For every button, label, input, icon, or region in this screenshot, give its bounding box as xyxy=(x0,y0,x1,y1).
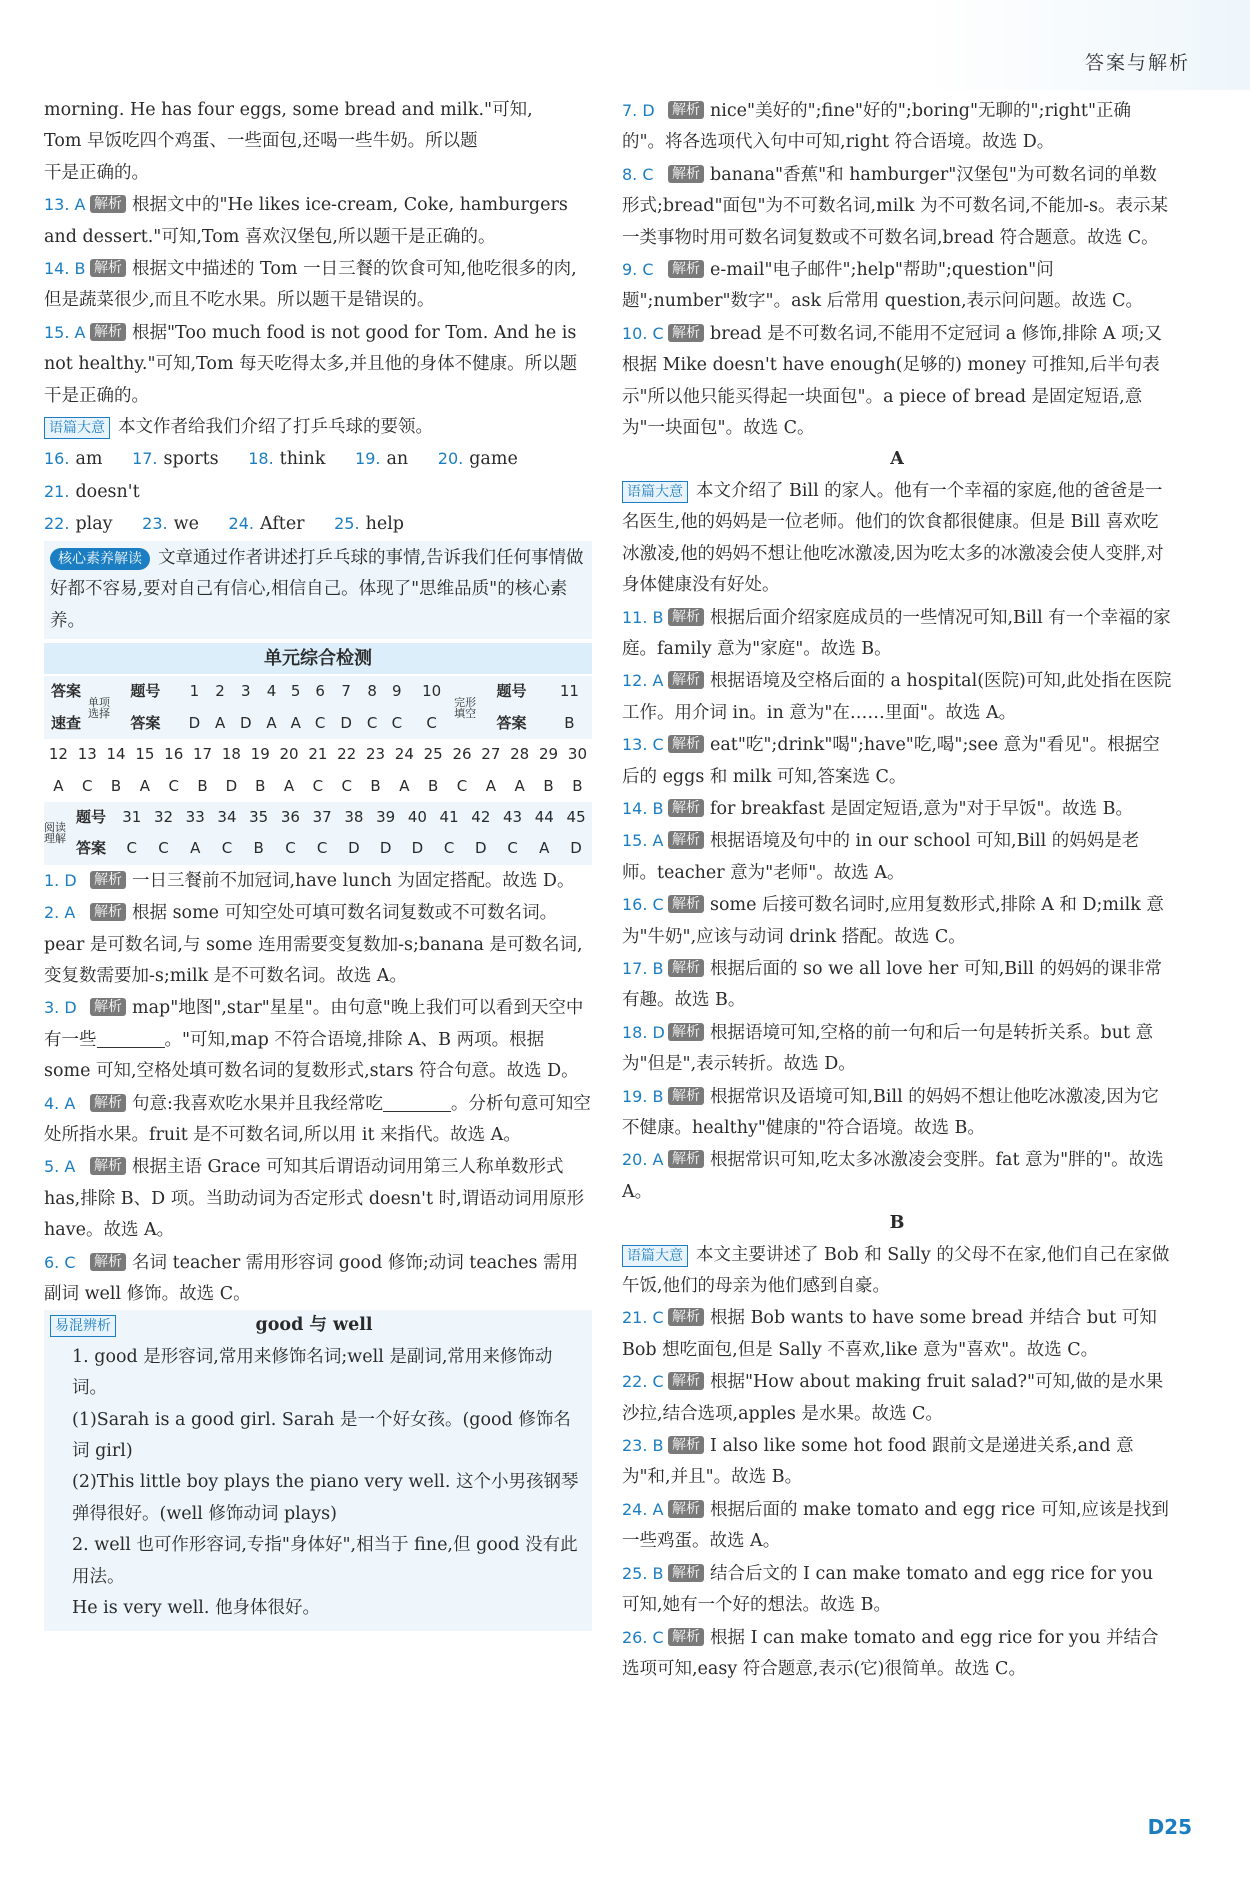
answer-text: eat"吃";drink"喝";have"吃,喝";see 意为"看见"。根据空后的 eggs 和 milk 可知,答案选 C。 xyxy=(622,735,1160,787)
table-cell: B xyxy=(547,708,592,739)
analysis-tag: 解析 xyxy=(90,1253,126,1271)
analysis-tag: 解析 xyxy=(668,1308,704,1326)
table-row xyxy=(44,833,592,864)
fill-num: 17. xyxy=(132,449,158,469)
unit-test-title: 单元综合检测 xyxy=(44,643,592,674)
table-cell: 33 xyxy=(179,802,211,833)
confusion-para: (2)This little boy plays the piano very well. 这个小男孩钢琴弹得很好。(well 修饰动词 plays) xyxy=(72,1472,579,1524)
question-number: 19. B xyxy=(622,1086,664,1106)
table-cell: C xyxy=(275,833,307,864)
answer-text: 根据后面介绍家庭成员的一些情况可知,Bill 有一个幸福的家庭。family 意为"家庭"。故选 B。 xyxy=(622,607,1171,659)
header-decoration xyxy=(920,0,1250,90)
table-cell: 20 xyxy=(279,745,299,764)
analysis-tag: 解析 xyxy=(668,831,704,849)
table-cell: 31 xyxy=(116,802,148,833)
question-number: 15. A xyxy=(622,831,664,851)
answer-text: 根据语境及句中的 in our school 可知,Bill 的妈妈是老师。teacher 意为"老师"。故选 A。 xyxy=(622,831,1140,883)
answer-r11 xyxy=(622,602,1172,666)
table-cell: A xyxy=(514,776,525,795)
analysis-tag: 解析 xyxy=(90,1157,126,1175)
table-cell: 18 xyxy=(221,745,241,764)
fill-word: After xyxy=(259,514,305,535)
answer-text: 根据 Bob wants to have some bread 并结合 but 可知 Bob 想吃面包,但是 Sally 不喜欢,like 意为"喜欢"。故选 C。 xyxy=(622,1308,1157,1360)
confusion-para: 2. well 也可作形容词,专指"身体好",相当于 fine,但 good 没有此用法。 xyxy=(72,1535,578,1587)
cloze-label: 完形填空 xyxy=(454,676,476,739)
table-cell: C xyxy=(409,708,454,739)
analysis-tag: 解析 xyxy=(668,1372,704,1390)
table-cell: 24 xyxy=(394,745,414,764)
table-cell: 44 xyxy=(528,802,560,833)
answer-text: bread 是不可数名词,不能用不定冠词 a 修饰,排除 A 项;又根据 Mike doesn't have enough(足够的) money 可推知,后半句表示"所以他只能买得起一块面包"。a piece of bread 是固定短语,意为"一块面包"。故选 C。 xyxy=(622,323,1162,439)
answer-table-cloze xyxy=(44,739,592,802)
table-cell: B xyxy=(543,776,554,795)
answer-text: 名词 teacher 需用形容词 good 修饰;动词 teaches 需用副词 well 修饰。故选 C。 xyxy=(44,1252,579,1305)
confusion-title: good 与 well xyxy=(255,1315,373,1336)
table-row xyxy=(44,739,592,770)
analysis-tag: 解析 xyxy=(668,165,704,183)
table-cell: D xyxy=(225,776,238,795)
table-cell: A xyxy=(208,708,232,739)
table-cell: A xyxy=(399,776,410,795)
analysis-tag: 解析 xyxy=(668,260,704,278)
answer-r24 xyxy=(622,1494,1172,1558)
table-cell: B xyxy=(370,776,381,795)
answer-r16 xyxy=(622,889,1172,953)
question-number: 2. A xyxy=(44,903,76,923)
table-cell: 45 xyxy=(560,802,592,833)
analysis-tag: 解析 xyxy=(668,799,704,817)
question-number: 15. A xyxy=(44,322,86,342)
table-cell: C xyxy=(211,833,243,864)
qnum-label: 题号 xyxy=(476,676,547,707)
table-row xyxy=(44,708,592,739)
table-cell: C xyxy=(308,708,333,739)
table-cell: D xyxy=(465,833,497,864)
table-cell: 22 xyxy=(337,745,357,764)
table-cell: 17 xyxy=(193,745,213,764)
answer-text: 根据文中描述的 Tom 一日三餐的饮食可知,他吃很多的肉,但是蔬菜很少,而且不吃水果。所以题干是错误的。 xyxy=(44,259,577,311)
answer-u3 xyxy=(44,992,592,1087)
reading-label: 阅读理解 xyxy=(44,802,66,865)
fill-word: think xyxy=(279,449,326,470)
answer-text: 根据语境可知,空格的前一句和后一句是转折关系。but 意为"但是",表示转折。故选 D。 xyxy=(622,1022,1154,1075)
answer-text: 根据常识及语境可知,Bill 的妈妈不想让他吃冰激凌,因为它不健康。healthy"健康的"符合语境。故选 B。 xyxy=(622,1086,1159,1138)
analysis-tag: 解析 xyxy=(90,1094,126,1112)
passage-summary-b xyxy=(622,1240,1172,1303)
section-b-heading: B xyxy=(889,1213,905,1234)
analysis-tag: 解析 xyxy=(668,671,704,689)
answer-r7 xyxy=(622,95,1172,159)
table-cell: D xyxy=(560,833,592,864)
blank-line xyxy=(383,1093,451,1112)
fill-num: 16. xyxy=(44,449,70,469)
summary-tag: 语篇大意 xyxy=(622,481,688,503)
table-cell: C xyxy=(116,833,148,864)
table-cell: 8 xyxy=(360,676,385,707)
answer-text: for breakfast 是固定短语,意为"对于早饭"。故选 B。 xyxy=(710,798,1133,819)
answer-r22 xyxy=(622,1366,1172,1430)
continued-line-2: Tom 早饭吃四个鸡蛋、一些面包,还喝一些牛奶。所以题 xyxy=(44,131,478,152)
answer-r14 xyxy=(622,793,1172,825)
answer-text: some 后接可数名词时,应用复数形式,排除 A 和 D;milk 意为"牛奶",应该与动词 drink 搭配。故选 C。 xyxy=(622,895,1164,947)
fill-num: 22. xyxy=(44,514,70,534)
table-cell: D xyxy=(333,708,360,739)
fill-word: game xyxy=(469,449,518,470)
table-cell: B xyxy=(428,776,439,795)
analysis-tag: 解析 xyxy=(668,1087,704,1105)
table-cell: 41 xyxy=(433,802,465,833)
question-number: 5. A xyxy=(44,1157,76,1177)
table-cell: B xyxy=(255,776,266,795)
answer-text: banana"香蕉"和 hamburger"汉堡包"为可数名词的单数形式;bread"面包"为不可数名词,milk 为不可数名词,不能加-s。表示某一类事物时用可数名词复数或不可数名词,bread 符合题意。故选 C。 xyxy=(622,164,1169,248)
analysis-tag: 解析 xyxy=(90,195,126,213)
confusion-para: (1)Sarah is a good girl. Sarah 是一个好女孩。(good 修饰名词 girl) xyxy=(72,1409,571,1462)
fill-word: we xyxy=(173,514,199,535)
summary-text: 本文介绍了 Bill 的家人。他有一个幸福的家庭,他的爸爸是一名医生,他的妈妈是一位老师。他们的饮食都很健康。但是 Bill 喜欢吃冰激凌,他的妈妈不想让他吃冰激凌,因为吃太多的冰激凌会使人变胖,对身体健康没有好处。 xyxy=(622,480,1164,596)
question-number: 20. A xyxy=(622,1150,664,1170)
analysis-tag: 解析 xyxy=(668,1436,704,1454)
answer-r26 xyxy=(622,1622,1172,1686)
table-cell: C xyxy=(82,776,93,795)
answer-r15 xyxy=(622,825,1172,889)
core-literacy-box xyxy=(44,541,592,639)
answer-r25 xyxy=(622,1558,1172,1622)
analysis-tag: 解析 xyxy=(668,1023,704,1041)
table-cell: 26 xyxy=(452,745,472,764)
ans-label: 答案 xyxy=(110,708,181,739)
question-number: 14. B xyxy=(44,259,86,279)
table-cell: D xyxy=(370,833,402,864)
answer-text: e-mail"电子邮件";help"帮助";question"问题";number"数字"。ask 后常用 question,表示问问题。故选 C。 xyxy=(622,260,1144,312)
table-cell: 21 xyxy=(308,745,328,764)
question-number: 26. C xyxy=(622,1627,664,1647)
question-number: 13. A xyxy=(44,195,86,215)
question-number: 23. B xyxy=(622,1436,664,1456)
analysis-tag: 解析 xyxy=(668,1564,704,1582)
answer-text: I also like some hot food 跟前文是递进关系,and 意为"和,并且"。故选 B。 xyxy=(622,1436,1134,1488)
table-cell: A xyxy=(179,833,211,864)
table-cell: 28 xyxy=(510,745,530,764)
question-number: 4. A xyxy=(44,1093,76,1113)
table-cell: C xyxy=(312,776,324,795)
analysis-tag: 解析 xyxy=(668,1628,704,1646)
fill-answers-row-2 xyxy=(44,508,592,540)
answer-text: 根据"Too much food is not good for Tom. And he is not healthy."可知,Tom 每天吃得太多,并且他的身体不健康。所以题干是正确的。 xyxy=(44,322,578,406)
confusion-para: 1. good 是形容词,常用来修饰名词;well 是副词,常用来修饰动词。 xyxy=(72,1346,553,1399)
answer-text: 一日三餐前不加冠词,have lunch 为固定搭配。故选 D。 xyxy=(132,870,575,891)
table-cell: C xyxy=(306,833,338,864)
answer-r13 xyxy=(622,729,1172,793)
page-header: 答案与解析 xyxy=(1084,52,1190,74)
question-number: 3. D xyxy=(44,998,77,1018)
continued-line-3: 干是正确的。 xyxy=(44,162,149,183)
core-literacy-text: 文章通过作者讲述打乒乓球的事情,告诉我们任何事情做好都不容易,要对自己有信心,相信自己。体现了"思维品质"的核心素养。 xyxy=(50,547,584,631)
table-cell: C xyxy=(384,708,409,739)
fill-answers-row-1 xyxy=(44,443,592,508)
fill-num: 25. xyxy=(334,514,360,534)
table-cell: C xyxy=(456,776,468,795)
answer-text: 。"可知,map 不符合语境,排除 A、B 两项。根据 some 可知,空格处填可数名词的复数形式,stars 符合句意。故选 D。 xyxy=(44,1029,579,1082)
answer-u4 xyxy=(44,1088,592,1152)
answer-r20 xyxy=(622,1144,1172,1208)
answer-r8 xyxy=(622,159,1172,254)
fill-word: help xyxy=(365,514,405,535)
analysis-tag: 解析 xyxy=(90,871,126,889)
table-cell: C xyxy=(360,708,385,739)
question-number: 11. B xyxy=(622,607,664,627)
question-number: 25. B xyxy=(622,1563,664,1583)
table-cell: 3 xyxy=(232,676,259,707)
fill-word: sports xyxy=(163,449,219,470)
passage-summary-1 xyxy=(44,412,592,443)
question-number: 6. C xyxy=(44,1252,76,1272)
table-cell: A xyxy=(485,776,496,795)
qnum-label: 题号 xyxy=(66,802,116,833)
summary-text: 本文作者给我们介绍了打乒乓球的要领。 xyxy=(118,417,433,438)
page-number: D25 xyxy=(1147,1815,1192,1839)
question-number: 13. C xyxy=(622,735,664,755)
table-cell: 10 xyxy=(409,676,454,707)
analysis-tag: 解析 xyxy=(668,959,704,977)
table-cell: 12 xyxy=(48,745,68,764)
table-cell: D xyxy=(338,833,370,864)
question-number: 14. B xyxy=(622,798,664,818)
fill-word: am xyxy=(75,449,103,470)
analysis-tag: 解析 xyxy=(668,1500,704,1518)
question-number: 24. A xyxy=(622,1499,664,1519)
table-cell: 35 xyxy=(243,802,275,833)
continued-line-1: morning. He has four eggs, some bread and milk."可知, xyxy=(44,100,533,120)
answer-r23 xyxy=(622,1430,1172,1494)
answer-15 xyxy=(44,317,592,412)
analysis-tag: 解析 xyxy=(668,895,704,913)
answer-r12 xyxy=(622,665,1172,729)
summary-tag: 语篇大意 xyxy=(622,1245,688,1267)
table-cell: 11 xyxy=(547,676,592,707)
answer-r10 xyxy=(622,318,1172,445)
answer-text: 根据 some 可知空处可填可数名词复数或不可数名词。pear 是可数名词,与 some 连用需要变复数加-s;banana 是可数名词,变复数需要加-s;milk 是不可数名词。故选 A。 xyxy=(44,903,583,986)
analysis-tag: 解析 xyxy=(668,101,704,119)
answer-r19 xyxy=(622,1081,1172,1145)
answer-r17 xyxy=(622,953,1172,1017)
analysis-tag: 解析 xyxy=(90,998,126,1016)
question-number: 17. B xyxy=(622,958,664,978)
table-cell: 7 xyxy=(333,676,360,707)
fill-word: an xyxy=(386,449,409,470)
answer-table xyxy=(44,676,592,739)
table-cell: 23 xyxy=(365,745,386,764)
table-cell: 34 xyxy=(211,802,243,833)
table-row xyxy=(44,802,592,833)
table-cell: 39 xyxy=(370,802,402,833)
table-cell: 6 xyxy=(308,676,333,707)
answer-text: 根据 I can make tomato and egg rice for you 并结合选项可知,easy 符合题意,表示(它)很简单。故选 C。 xyxy=(622,1627,1159,1679)
table-cell: 27 xyxy=(481,745,501,764)
answer-text: 根据后面的 make tomato and egg rice 可知,应该是找到一些鸡蛋。故选 A。 xyxy=(622,1499,1169,1552)
table-cell: 2 xyxy=(208,676,232,707)
table-cell: B xyxy=(572,776,583,795)
table-cell: A xyxy=(528,833,560,864)
confusion-head xyxy=(50,1310,586,1341)
quick-answer-label: 答案速查 xyxy=(44,676,88,739)
answer-14 xyxy=(44,253,592,317)
answer-text: 结合后文的 I can make tomato and egg rice for you 可知,她有一个好的想法。故选 B。 xyxy=(622,1563,1153,1616)
blank-line xyxy=(97,1029,165,1048)
table-cell: D xyxy=(402,833,434,864)
table-cell: D xyxy=(232,708,259,739)
answer-text: 根据文中的"He likes ice-cream, Coke, hamburgers and dessert."可知,Tom 喜欢汉堡包,所以题干是正确的。 xyxy=(44,195,568,247)
table-row xyxy=(44,676,592,707)
answer-u1 xyxy=(44,865,592,897)
table-cell: 37 xyxy=(306,802,338,833)
table-cell: C xyxy=(433,833,465,864)
fill-num: 23. xyxy=(142,514,168,534)
answer-u2 xyxy=(44,897,592,992)
answer-13 xyxy=(44,189,592,253)
table-cell: 40 xyxy=(402,802,434,833)
question-number: 21. C xyxy=(622,1308,664,1328)
analysis-tag: 解析 xyxy=(668,608,704,626)
table-cell: 42 xyxy=(465,802,497,833)
fill-word: doesn't xyxy=(75,481,140,502)
question-number: 8. C xyxy=(622,164,654,184)
answer-text: 根据后面的 so we all love her 可知,Bill 的妈妈的课非常有趣。故选 B。 xyxy=(622,958,1162,1011)
table-cell: 38 xyxy=(338,802,370,833)
analysis-tag: 解析 xyxy=(668,1150,704,1168)
confusion-tag: 易混辨析 xyxy=(50,1315,116,1337)
table-cell: 30 xyxy=(567,745,587,764)
core-literacy-tag: 核心素养解读 xyxy=(50,548,150,570)
qnum-label: 题号 xyxy=(110,676,181,707)
table-cell: 5 xyxy=(284,676,308,707)
table-cell: 4 xyxy=(259,676,283,707)
single-choice-label: 单项选择 xyxy=(88,676,110,739)
table-cell: 16 xyxy=(164,745,184,764)
answer-text: 根据主语 Grace 可知其后谓语动词用第三人称单数形式 has,排除 B、D 项。当助动词为否定形式 doesn't 时,谓语动词用原形 have。故选 A。 xyxy=(44,1157,585,1241)
question-number: 7. D xyxy=(622,101,655,120)
question-number: 22. C xyxy=(622,1372,664,1392)
passage-summary-a xyxy=(622,476,1172,602)
table-cell: 25 xyxy=(423,745,443,764)
question-number: 16. C xyxy=(622,895,664,915)
analysis-tag: 解析 xyxy=(668,735,704,753)
answer-text: nice"美好的";fine"好的";boring"无聊的";right"正确的"。将各选项代入句中可知,right 符合语境。故选 D。 xyxy=(622,101,1131,153)
question-number: 1. D xyxy=(44,870,77,890)
table-cell: C xyxy=(497,833,529,864)
answer-u6 xyxy=(44,1247,592,1311)
summary-tag: 语篇大意 xyxy=(44,417,110,439)
table-cell: B xyxy=(110,776,122,795)
table-cell: A xyxy=(53,776,64,795)
table-cell: A xyxy=(284,708,308,739)
table-cell: 14 xyxy=(106,745,126,764)
question-number: 18. D xyxy=(622,1022,665,1042)
answer-text: map"地图",star"星星"。由句意"晚上我们可以看到天空中有一些 xyxy=(44,998,584,1050)
summary-text: 本文主要讲述了 Bob 和 Sally 的父母不在家,他们自己在家做午饭,他们的母亲为他们感到自豪。 xyxy=(622,1244,1170,1297)
table-cell: 13 xyxy=(77,745,97,764)
analysis-tag: 解析 xyxy=(90,903,126,921)
confusion-para: He is very well. 他身体很好。 xyxy=(72,1598,321,1619)
fill-num: 21. xyxy=(44,481,70,501)
table-cell: A xyxy=(139,776,151,795)
fill-num: 18. xyxy=(248,449,274,469)
table-cell: 36 xyxy=(275,802,307,833)
table-cell: 15 xyxy=(135,745,155,764)
table-cell: 32 xyxy=(148,802,180,833)
answer-text: 句意:我喜欢吃水果并且我经常吃 xyxy=(132,1093,383,1114)
ans-label: 答案 xyxy=(476,708,547,739)
answer-text: 根据常识可知,吃太多冰激凌会变胖。fat 意为"胖的"。故选 A。 xyxy=(622,1150,1164,1202)
table-cell: C xyxy=(168,776,179,795)
table-cell: 29 xyxy=(538,745,559,764)
left-column xyxy=(44,95,592,1631)
table-row xyxy=(44,771,592,802)
analysis-tag: 解析 xyxy=(90,259,126,277)
table-cell: 9 xyxy=(384,676,409,707)
table-cell: A xyxy=(283,776,295,795)
answer-text: 根据"How about making fruit salad?"可知,做的是水果沙拉,结合选项,apples 是水果。故选 C。 xyxy=(622,1372,1164,1424)
section-a-heading: A xyxy=(890,449,904,470)
table-cell: 43 xyxy=(497,802,529,833)
answer-r9 xyxy=(622,254,1172,318)
answer-r21 xyxy=(622,1302,1172,1366)
answer-text: 。分析句意可知空处所指水果。fruit 是不可数名词,所以用 it 来指代。故选 A。 xyxy=(44,1093,591,1145)
table-cell: C xyxy=(341,776,352,795)
question-number: 10. C xyxy=(622,323,664,343)
fill-num: 20. xyxy=(437,449,464,469)
answer-text: 根据语境及空格后面的 a hospital(医院)可知,此处指在医院工作。用介词 in。in 意为"在……里面"。故选 A。 xyxy=(622,671,1172,723)
fill-word: play xyxy=(75,514,113,535)
table-cell: C xyxy=(148,833,180,864)
table-cell: 19 xyxy=(250,745,270,764)
analysis-tag: 解析 xyxy=(90,323,126,341)
ans-label: 答案 xyxy=(66,833,116,864)
table-cell: A xyxy=(259,708,283,739)
table-cell: B xyxy=(197,776,208,795)
fill-num: 19. xyxy=(355,449,381,469)
confusion-box xyxy=(44,1310,592,1630)
table-cell: 1 xyxy=(181,676,208,707)
question-number: 9. C xyxy=(622,260,654,280)
answer-r18 xyxy=(622,1017,1172,1081)
analysis-tag: 解析 xyxy=(668,324,704,342)
answer-table-reading xyxy=(44,802,592,865)
table-cell: D xyxy=(181,708,208,739)
fill-num: 24. xyxy=(228,514,254,534)
table-cell: B xyxy=(243,833,275,864)
right-column xyxy=(622,95,1172,1685)
question-number: 12. A xyxy=(622,671,664,691)
answer-u5 xyxy=(44,1151,592,1246)
